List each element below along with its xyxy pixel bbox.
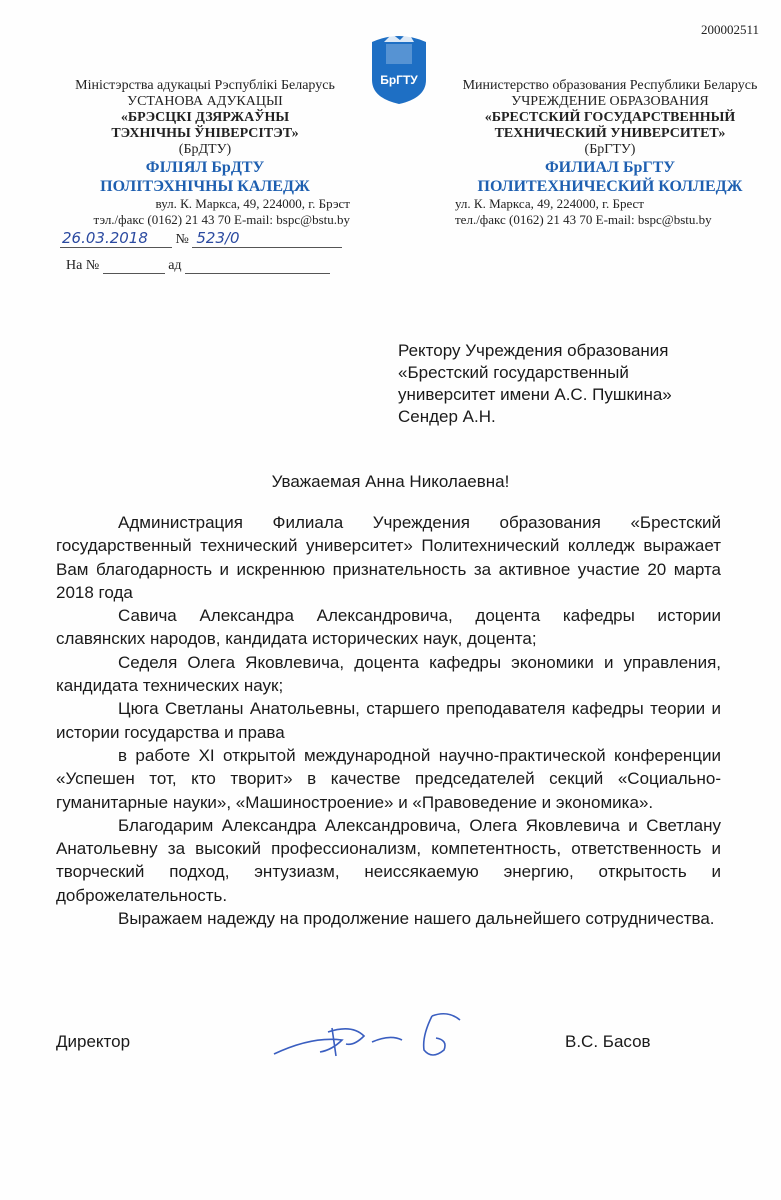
ministry-by: Міністэрства адукацыі Рэспублікі Беларусь bbox=[75, 78, 335, 93]
recipient-line-4: Сендер А.Н. bbox=[398, 407, 496, 426]
branch-name-ru-2: ПОЛИТЕХНИЧЕСКИЙ КОЛЛЕДЖ bbox=[477, 178, 743, 195]
university-name-by-2: ТЭХНІЧНЫ ЎНІВЕРСІТЭТ» bbox=[111, 126, 299, 141]
reply-number-label: На № bbox=[66, 258, 100, 273]
institution-type-ru: УЧРЕЖДЕНИЕ ОБРАЗОВАНИЯ bbox=[511, 94, 709, 109]
institution-type-by: УСТАНОВА АДУКАЦЫІ bbox=[127, 94, 283, 109]
signatory-position: Директор bbox=[56, 1032, 131, 1051]
registration-number: 523/0 bbox=[196, 229, 240, 247]
paragraph: Савича Александра Александровича, доцента кафедры истории славянских народов, кандидата исторических наук, доцента; bbox=[56, 606, 721, 649]
university-logo bbox=[368, 28, 430, 106]
reply-line bbox=[66, 258, 330, 274]
contacts-ru: тел./факс (0162) 21 43 70 E-mail: bspc@bstu.by bbox=[455, 212, 712, 227]
recipient-block bbox=[398, 340, 738, 428]
greeting: Уважаемая Анна Николаевна! bbox=[271, 472, 510, 491]
university-name-ru-1: «БРЕСТСКИЙ ГОСУДАРСТВЕННЫЙ bbox=[484, 110, 736, 125]
recipient-line-3: университет имени А.С. Пушкина» bbox=[398, 385, 672, 404]
address-ru: ул. К. Маркса, 49, 224000, г. Брест bbox=[455, 196, 644, 211]
university-name-by-1: «БРЭСЦКІ ДЗЯРЖАЎНЫ bbox=[120, 110, 290, 125]
paragraph: в работе XI открытой международной научно-практической конференции «Успешен тот, кто творит» в качестве председателей секций «Социально-гуманитарные науки», «Машиностроение» и «Правоведение и экономика». bbox=[56, 745, 721, 812]
registration-number-label: № bbox=[175, 232, 189, 247]
address-by: вул. К. Маркса, 49, 224000, г. Брэст bbox=[155, 196, 350, 211]
paragraph: Цюга Светланы Анатольевны, старшего преподавателя кафедры теории и истории государства и права bbox=[56, 699, 721, 742]
ministry-ru: Министерство образования Республики Беларусь bbox=[462, 78, 758, 93]
header-left bbox=[60, 78, 350, 228]
branch-name-by-2: ПОЛІТЭХНІЧНЫ КАЛЕДЖ bbox=[100, 178, 310, 195]
recipient-line-1: Ректору Учреждения образования bbox=[398, 341, 669, 360]
university-name-ru-2: ТЕХНИЧЕСКИЙ УНИВЕРСИТЕТ» bbox=[494, 126, 726, 141]
branch-name-by-1: ФІЛІЯЛ БрДТУ bbox=[145, 159, 265, 176]
branch-name-ru-1: ФИЛИАЛ БрГТУ bbox=[544, 159, 676, 176]
registration-line bbox=[60, 229, 342, 248]
recipient-line-2: «Брестский государственный bbox=[398, 363, 629, 382]
paragraph: Выражаем надежду на продолжение нашего дальнейшего сотрудничества. bbox=[118, 909, 715, 929]
university-abbr-ru: (БрГТУ) bbox=[584, 142, 636, 157]
document-number: 200002511 bbox=[700, 22, 759, 37]
contacts-by: тэл./факс (0162) 21 43 70 E-mail: bspc@bstu.by bbox=[93, 212, 350, 227]
reply-from-label: ад bbox=[168, 258, 182, 273]
letter-body bbox=[56, 511, 721, 930]
registration-date: 26.03.2018 bbox=[62, 229, 148, 247]
logo-text: БрГТУ bbox=[380, 73, 418, 87]
paragraph: Администрация Филиала Учреждения образования «Брестский государственный технический университет» Политехнический колледж выражает Вам благодарность и искреннюю признательность за активное участие 20 марта 2018 года bbox=[56, 513, 721, 602]
header-right bbox=[455, 78, 765, 228]
signatory-name: В.С. Басов bbox=[565, 1032, 651, 1051]
handwritten-signature bbox=[272, 1006, 472, 1066]
paragraph: Благодарим Александра Александровича, Олега Яковлевича и Светлану Анатольевну за высокий профессионализм, компетентность, ответственность и творческий подход, энтузиазм, неиссякаемую энергию, открытость и доброжелательность. bbox=[56, 815, 721, 905]
paragraph: Седеля Олега Яковлевича, доцента кафедры экономики и управления, кандидата технических наук; bbox=[56, 652, 721, 696]
university-abbr-by: (БрДТУ) bbox=[178, 142, 232, 157]
